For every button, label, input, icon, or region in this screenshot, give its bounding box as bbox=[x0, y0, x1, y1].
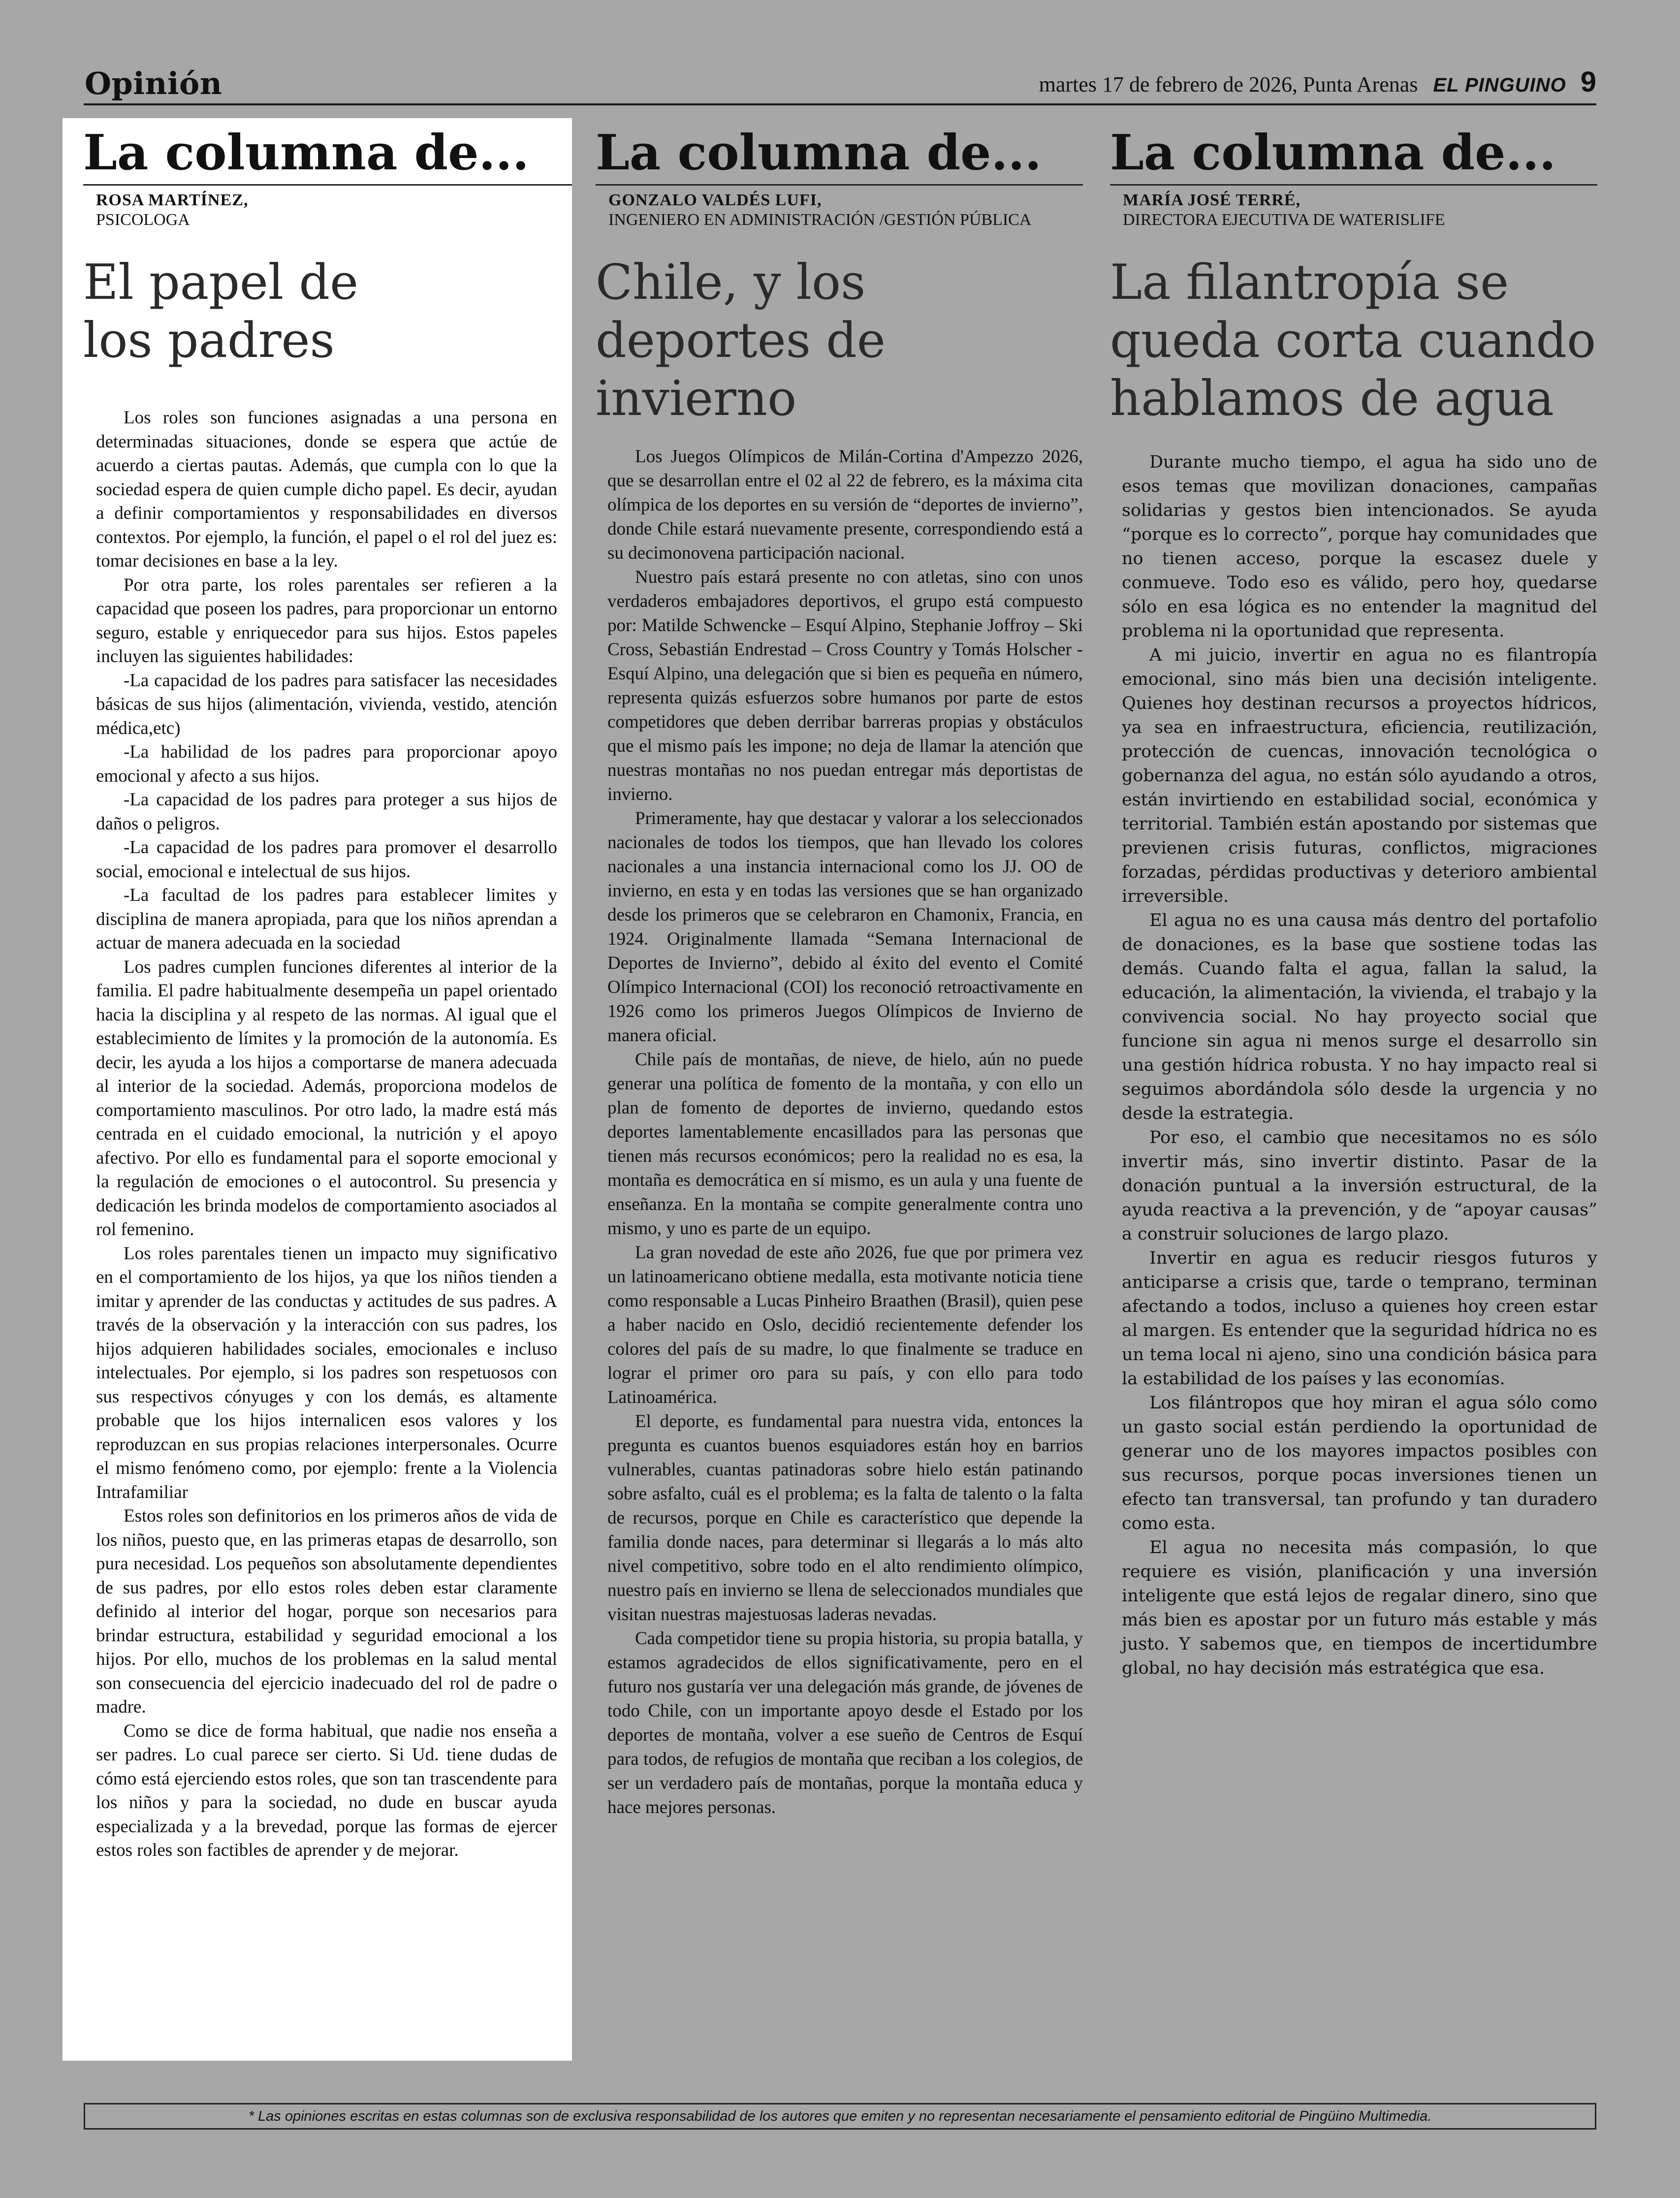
section-name: Opinión bbox=[85, 65, 222, 101]
author-role: DIRECTORA EJECUTIVA DE WATERISLIFE bbox=[1123, 211, 1445, 229]
paragraph: El agua no necesita más compasión, lo que requiere es visión, planificación y una inversión inteligente que está lejos de regalar dinero, sino que más bien es apostar por un futuro más estable y más justo. Y sabemos que, en tiempos de incertidumbre global, no hay decisión más estratégica que esa. bbox=[1122, 1538, 1597, 1678]
paragraph: -La capacidad de los padres para promover el desarrollo social, emocional e intelectual de sus hijos. bbox=[96, 837, 557, 882]
paragraph: -La capacidad de los padres para satisfacer las necesidades básicas de sus hijos (alimentación, vivienda, vestido, atención médica,etc) bbox=[96, 670, 557, 738]
author-name: ROSA MARTÍNEZ, bbox=[96, 191, 249, 209]
column-kicker: La columna de... bbox=[83, 129, 572, 186]
paragraph: Durante mucho tiempo, el agua ha sido uno de esos temas que movilizan donaciones, campañas solidarias y gestos bien intencionados. Se ayuda “porque es lo correcto”, porque hay comunidades que no tienen acceso, porque la escasez duele y conmueve. Todo eso es válido, pero hoy, quedarse sólo en esa lógica es no entender la magnitud del problema ni la oportunidad que representa. bbox=[1122, 452, 1597, 641]
paragraph: Por otra parte, los roles parentales ser refieren a la capacidad que poseen los padres, para proporcionar un entorno seguro, estable y enriquecedor para sus hijos. Estos papeles incluyen las siguientes habilidades: bbox=[96, 574, 557, 667]
paragraph: Por eso, el cambio que necesitamos no es sólo invertir más, sino invertir distinto. Pasar de la donación puntual a la inversión estructural, de la ayuda reactiva a la prevención, y de “apoyar causas” a construir soluciones de largo plazo. bbox=[1122, 1128, 1597, 1244]
article-headline: Chile, y los deportes de invierno bbox=[596, 255, 886, 427]
paragraph: -La facultad de los padres para establecer limites y disciplina de manera apropiada, para que los niños aprendan a actuar de manera adecuada en la sociedad bbox=[96, 885, 557, 953]
paragraph: Estos roles son definitorios en los primeros años de vida de los niños, puesto que, en las primeras etapas de desarrollo, son pura necesidad. Los pequeños son absolutamente dependientes de sus padres, por ello estos roles deben estar claramente definido al interior del hogar, porque son necesarios para brindar estructura, estabilidad y seguridad emocional a los hijos. Por ello, muchos de los problemas en la salud mental son consecuencia del ejercicio inadecuado del rol de padre o madre. bbox=[96, 1506, 557, 1717]
dateline bbox=[1039, 65, 1596, 98]
paragraph: -La capacidad de los padres para proteger a sus hijos de daños o peligros. bbox=[96, 790, 557, 834]
column-kicker: La columna de... bbox=[596, 129, 1083, 186]
article-body bbox=[83, 406, 572, 1863]
article-headline: La filantropía se queda corta cuando hablamos de agua bbox=[1110, 255, 1596, 427]
paragraph: Nuestro país estará presente no con atletas, sino con unos verdaderos embajadores deportivos, el grupo está compuesto por: Matilde Schwencke – Esquí Alpino, Stephanie Joffroy – Ski Cross, Sebastián Endrestad – Cross Country y Tomás Holscher - Esquí Alpino, una delegación que si bien es pequeña en número, representa quizás esfuerzos sobre humanos por parte de estos competidores que deben derribar barreras propias y obstáculos que el mismo país les impone; no deja de llamar la atención que nuestras montañas no nos puedan entregar más deportistas de invierno. bbox=[607, 567, 1083, 804]
author-role: INGENIERO EN ADMINISTRACIÓN /GESTIÓN PÚBLICA bbox=[608, 211, 1032, 229]
author-role: PSICOLOGA bbox=[96, 211, 190, 229]
column-kicker: La columna de... bbox=[1110, 129, 1597, 186]
column-gonzalo-valdes bbox=[596, 118, 1083, 1819]
author-name: MARÍA JOSÉ TERRÉ, bbox=[1123, 191, 1301, 209]
paragraph: Los roles parentales tienen un impacto muy significativo en el comportamiento de los hijos, ya que los niños tienden a imitar y aprender de las conductas y actitudes de sus padres. A través de la observación y la interacción con sus padres, los hijos adquieren habilidades sociales, emocionales e incluso intelectuales. Por ejemplo, si los padres son respetuosos con sus respectivos cónyuges y con los demás, es altamente probable que los hijos internalicen esos valores y los reproduzcan en sus propias relaciones interpersonales. Ocurre el mismo fenómeno como, por ejemplo: frente a la Violencia Intrafamiliar bbox=[96, 1243, 557, 1502]
newspaper-name: EL PINGUINO bbox=[1433, 74, 1566, 96]
page-number: 9 bbox=[1580, 66, 1596, 98]
paragraph: La gran novedad de este año 2026, fue que por primera vez un latinoamericano obtiene medalla, esta motivante noticia tiene como responsable a Lucas Pinheiro Braathen (Brasil), quien pese a haber nacido en Oslo, decidió recientemente defender los colores del país de su madre, lo que finalmente se traduce en lograr el primer oro para su país, y con ello para todo Latinoamérica. bbox=[607, 1242, 1083, 1407]
author-byline bbox=[1123, 191, 1597, 230]
paragraph: Los Juegos Olímpicos de Milán-Cortina d'Ampezzo 2026, que se desarrollan entre el 02 al 22 de febrero, es la máxima cita olímpica de los deportes en su versión de “deportes de invierno”, donde Chile estará nuevamente presente, correspondiendo está a su decimonovena participación nacional. bbox=[607, 446, 1083, 563]
paragraph: Los padres cumplen funciones diferentes al interior de la familia. El padre habitualmente desempeña un papel orientado hacia la disciplina y al respeto de las normas. Al igual que el establecimiento de límites y la promoción de la autonomía. Es decir, les ayuda a los hijos a comportarse de manera adecuada al interior de la sociedad. Además, proporciona modelos de comportamiento masculinos. Por otro lado, la madre está más centrada en el cuidado emocional, la nutrición y el apoyo afectivo. Por ello es fundamental para el soporte emocional y la regulación de emociones o el autocontrol. Su presencia y dedicación les brinda modelos de comportamiento asociados al rol femenino. bbox=[96, 956, 557, 1240]
paragraph: A mi juicio, invertir en agua no es filantropía emocional, sino más bien una decisión inteligente. Quienes hoy destinan recursos a proyectos hídricos, ya sea en infraestructura, eficiencia, reutilización, protección de cuencas, innovación tecnológica o gobernanza del agua, no están sólo ayudando a otros, están invirtiendo en estabilidad social, económica y territorial. También están apostando por sistemas que previenen crisis futuras, conflictos, migraciones forzadas, pérdidas productivas y deterioro ambiental irreversible. bbox=[1122, 645, 1597, 906]
paragraph: Invertir en agua es reducir riesgos futuros y anticiparse a crisis que, tarde o temprano, terminan afectando a todos, incluso a quienes hoy creen estar al margen. Es entender que la seguridad hídrica no es un tema local ni ajeno, sino una condición básica para la estabilidad de los países y las economías. bbox=[1122, 1248, 1597, 1389]
paragraph: Chile país de montañas, de nieve, de hielo, aún no puede generar una política de fomento de la montaña, y con ello un plan de fomento de deportes de invierno, quedando estos deportes lamentablemente encasillados para las personas que tienen más recursos económicos; pero la realidad no es esa, la montaña es democrática en sí mismo, es un aula y una fuente de enseñanza. En la montaña se compite generalmente contra uno mismo, y uno es parte de un equipo. bbox=[607, 1050, 1083, 1239]
author-byline bbox=[96, 191, 572, 230]
article-headline: El papel de los padres bbox=[83, 255, 359, 369]
column-rosa-martinez bbox=[63, 118, 572, 2061]
paragraph: Como se dice de forma habitual, que nadie nos enseña a ser padres. Lo cual parece ser cierto. Si Ud. tiene dudas de cómo está ejerciendo estos roles, que son tan trascendente para los niños y para la sociedad, no dude en buscar ayuda especializada y a la brevedad, porque las formas de ejercer estos roles son factibles de aprender y de mejorar. bbox=[96, 1720, 557, 1860]
author-name: GONZALO VALDÉS LUFI, bbox=[608, 191, 822, 209]
article-body bbox=[1110, 450, 1597, 1681]
paragraph: El agua no es una causa más dentro del portafolio de donaciones, es la base que sostiene todas las demás. Cuando falta el agua, fallan la salud, la educación, la alimentación, la vivienda, el trabajo y la convivencia social. No hay proyecto social que funcione sin agua ni menos surge el desarrollo sin una gestión hídrica robusta. Y no hay impacto real si seguimos abordándola sólo desde la urgencia y no desde la estrategia. bbox=[1122, 911, 1597, 1123]
paragraph: Cada competidor tiene su propia historia, su propia batalla, y estamos agradecidos de ellos significativamente, pero en el futuro nos gustaría ver una delegación más grande, de jóvenes de todo Chile, con un importante apoyo desde el Estado por los deportes de montaña, volver a ese sueño de Centros de Esquí para todos, de refugios de montaña que reciban a los colegios, de ser un verdadero país de montañas, porque la montaña educa y hace mejores personas. bbox=[607, 1628, 1083, 1817]
paragraph: -La habilidad de los padres para proporcionar apoyo emocional y afecto a sus hijos. bbox=[96, 742, 557, 786]
author-byline bbox=[608, 191, 1083, 230]
paragraph: Primeramente, hay que destacar y valorar a los seleccionados nacionales de todos los tiempos, que han llevado los colores nacionales a una instancia internacional como los JJ. OO de invierno, en esta y en todas las versiones que se han organizado desde los primeros que se celebraron en Chamonix, Francia, en 1924. Originalmente llamada “Semana Internacional de Deportes de Invierno”, debido al éxito del evento el Comité Olímpico Internacional (COI) los reconoció retroactivamente en 1926 como los primeros Juegos Olímpicos de Invierno de manera oficial. bbox=[607, 808, 1083, 1046]
page-masthead bbox=[84, 58, 1596, 105]
paragraph: Los roles son funciones asignadas a una persona en determinadas situaciones, donde se espera que actúe de acuerdo a ciertas pautas. Además, que cumpla con lo que la sociedad espera de quien cumple dicho papel. Es decir, ayudan a definir comportamientos y responsabilidades en diversos contextos. Por ejemplo, la función, el papel o el rol del juez es: tomar decisiones en base a la ley. bbox=[96, 408, 557, 571]
date-location: martes 17 de febrero de 2026, Punta Arenas bbox=[1039, 72, 1418, 96]
paragraph: El deporte, es fundamental para nuestra vida, entonces la pregunta es cuantos buenos esquiadores están hoy en barrios vulnerables, cuantas patinadoras sobre hielo están patinando sobre asfalto, cuál es el problema; es la falta de talento o la falta de recursos, porque en Chile es característico que depende la familia donde naces, para determinar si llegarás a lo más alto nivel competitivo, sobre todo en el alto rendimiento olímpico, nuestro país en invierno se llena de seleccionados mundiales que visitan nuestras majestuosas laderas nevadas. bbox=[607, 1411, 1083, 1625]
editorial-disclaimer: * Las opiniones escritas en estas columnas son de exclusiva responsabilidad de los autores que emiten y no representan necesariamente el pensamiento editorial de Pingüino Multimedia. bbox=[84, 2103, 1596, 2130]
article-body bbox=[596, 445, 1083, 1819]
column-maria-jose-terre bbox=[1110, 118, 1597, 1681]
paragraph: Los filántropos que hoy miran el agua sólo como un gasto social están perdiendo la oportunidad de generar uno de los mayores impactos posibles con sus recursos, porque pocas inversiones tienen un efecto tan transversal, tan profundo y tan duradero como esta. bbox=[1122, 1393, 1597, 1533]
